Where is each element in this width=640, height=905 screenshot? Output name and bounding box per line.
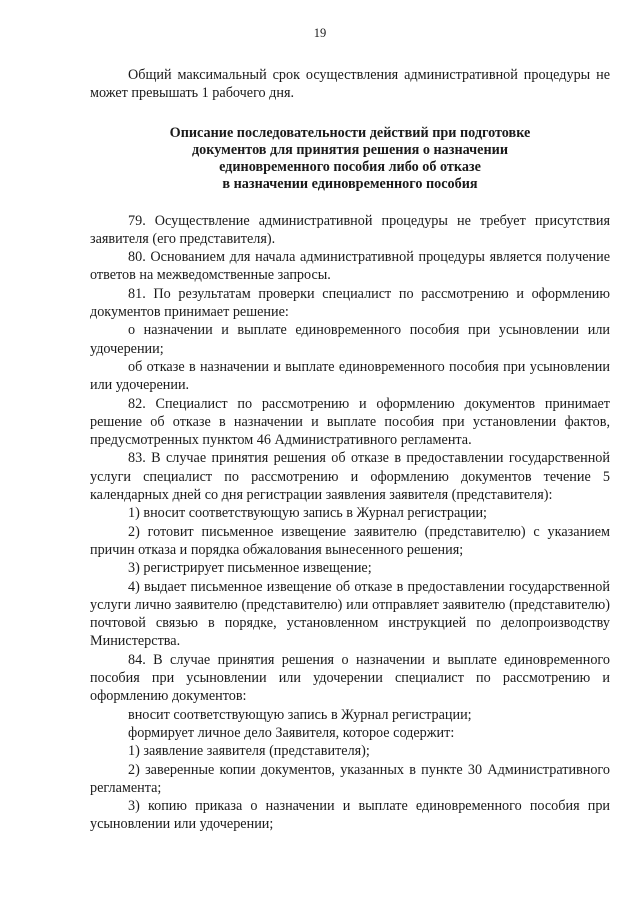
paragraph-80: 80. Основанием для начала административной процедуры является получение ответов на межведомственные запросы. [90,249,610,284]
heading-line: единовременного пособия либо об отказе [219,158,481,175]
paragraph-79: 79. Осуществление административной процедуры не требует присутствия заявителя (его представителя). [90,212,610,247]
list-item: 2) заверенные копии документов, указанных в пункте 30 Административного регламента; [90,761,610,796]
document-body [90,66,610,834]
intro-paragraph: Общий максимальный срок осуществления административной процедуры не может превышать 1 рабочего дня. [90,67,610,102]
decision-option: об отказе в назначении и выплате единовременного пособия при усыновлении или удочерении. [90,358,610,394]
list-item: 1) заявление заявителя (представителя); [128,743,370,760]
heading-line: Описание последовательности действий при подготовке [169,124,531,141]
list-item: 3) регистрирует письменное извещение; [128,560,372,577]
list-item: 4) выдает письменное извещение об отказе в предоставлении государственной услуги лично заявителю (представителю) или отправляет заявителю (представителю) почтовой связью в порядке, установленном инструкцией по делопроизводству Министерства. [90,578,610,650]
list-item: формирует личное дело Заявителя, которое содержит: [128,724,455,741]
section-heading [90,125,610,193]
page-number: 19 [313,26,327,40]
paragraph-83: 83. В случае принятия решения об отказе в предоставлении государственной услуги специалист по рассмотрению и оформлению документов течение 5 календарных дней со дня регистрации заявления заявителя (представителя): [90,450,610,504]
heading-line: документов для принятия решения о назначении [192,141,508,158]
decision-option: о назначении и выплате единовременного пособия при усыновлении или удочерении; [90,322,610,357]
heading-line: в назначении единовременного пособия [222,175,478,192]
paragraph-84: 84. В случае принятия решения о назначении и выплате единовременного пособия при усыновлении или удочерении специалист по рассмотрению и оформлению документов: [90,651,610,705]
list-item: 3) копию приказа о назначении и выплате единовременного пособия при усыновлении или удочерении; [90,798,610,833]
paragraph-82: 82. Специалист по рассмотрению и оформлению документов принимает решение об отказе в назначении и выплате пособия при установлении фактов, предусмотренных пунктом 46 Административного регламента. [90,395,610,449]
list-item: 2) готовит письменное извещение заявителю (представителю) с указанием причин отказа и порядка обжалования вынесенного решения; [90,523,610,558]
paragraph-81: 81. По результатам проверки специалист по рассмотрению и оформлению документов принимает решение: [90,285,610,321]
list-item: 1) вносит соответствующую запись в Журнал регистрации; [128,505,487,522]
list-item: вносит соответствующую запись в Журнал регистрации; [128,706,472,723]
